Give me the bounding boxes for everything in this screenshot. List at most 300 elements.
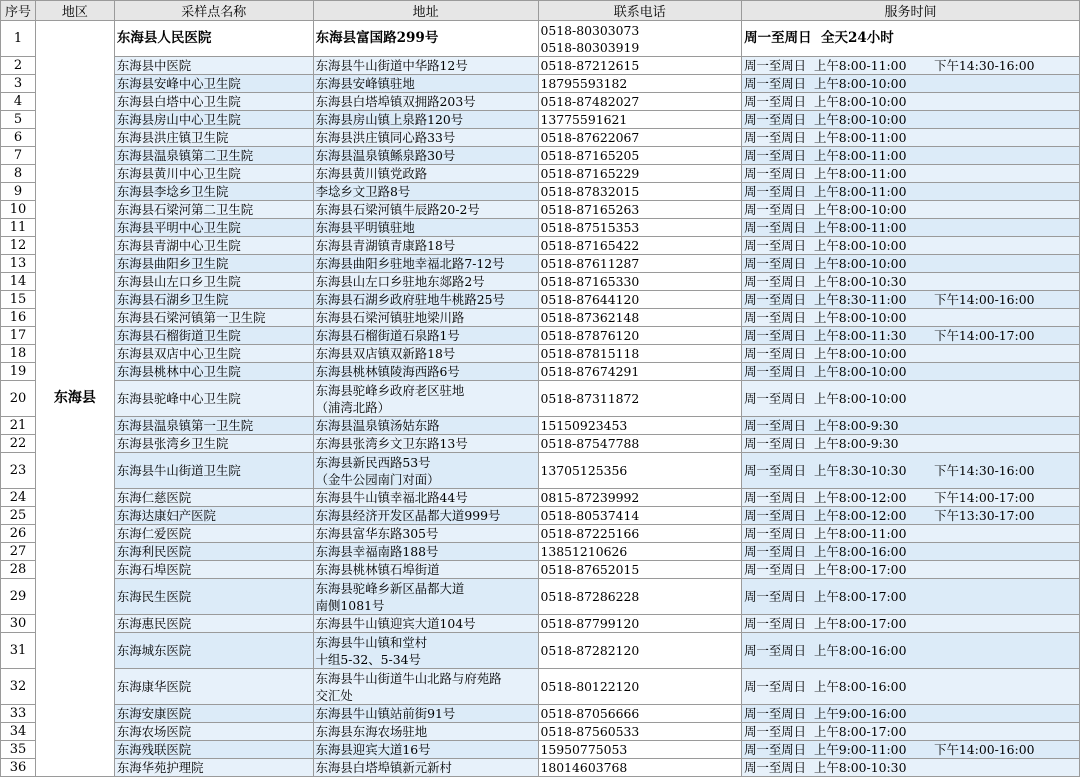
row-seq: 9: [1, 183, 36, 201]
row-address: [313, 561, 538, 579]
row-phone: [538, 93, 742, 111]
hours-morning: 上午8:00-9:30: [813, 436, 899, 451]
row-site-name: 东海民生医院: [114, 579, 313, 615]
row-hours: [742, 561, 1080, 579]
row-hours: [742, 741, 1080, 759]
row-address: [313, 57, 538, 75]
row-site-name: 东海康华医院: [114, 669, 313, 705]
phone-line: 0518-80303919: [540, 39, 640, 55]
row-hours: [742, 93, 1080, 111]
row-site-name: 东海县中医院: [114, 57, 313, 75]
table-row: [1, 309, 1080, 327]
row-seq: 8: [1, 165, 36, 183]
row-site-name: 东海县石湖乡卫生院: [114, 291, 313, 309]
row-hours: [742, 669, 1080, 705]
address-line: 十组5-32、5-34号: [315, 651, 421, 667]
row-site-name: 东海县李埝乡卫生院: [114, 183, 313, 201]
hours-morning: 上午9:00-16:00: [813, 706, 907, 721]
table-row: [1, 381, 1080, 417]
row-seq: 31: [1, 633, 36, 669]
row-address: [313, 525, 538, 543]
hours-days: 周一至周日: [744, 616, 807, 631]
row-site-name: 东海县桃林中心卫生院: [114, 363, 313, 381]
row-seq: 28: [1, 561, 36, 579]
row-address: [313, 741, 538, 759]
table-row: [1, 615, 1080, 633]
row-phone: [538, 183, 742, 201]
address-line: 东海县牛山镇幸福北路44号: [315, 490, 468, 505]
row-hours: [742, 435, 1080, 453]
hours-morning: 上午8:00-16:00: [813, 643, 907, 658]
row-seq: 27: [1, 543, 36, 561]
row-address: [313, 291, 538, 309]
phone-line: 0518-87311872: [540, 391, 640, 406]
row-site-name: 东海惠民医院: [114, 615, 313, 633]
hours-morning: 上午8:00-10:00: [813, 346, 907, 361]
address-line: （浦湾北路）: [315, 399, 390, 415]
header-address: 地址: [313, 1, 538, 21]
row-phone: [538, 129, 742, 147]
row-phone: [538, 633, 742, 669]
row-address: [313, 723, 538, 741]
hours-days: 周一至周日: [744, 292, 807, 307]
row-address: [313, 273, 538, 291]
row-address: [313, 633, 538, 669]
hours-days: 周一至周日: [744, 112, 807, 127]
row-site-name: 东海县黄川中心卫生院: [114, 165, 313, 183]
hours-days: 周一至周日: [744, 58, 807, 73]
phone-line: 0518-87547788: [540, 436, 640, 451]
row-phone: [538, 381, 742, 417]
row-hours: [742, 237, 1080, 255]
address-line: 东海县张湾乡文卫东路13号: [315, 436, 468, 451]
row-hours: [742, 183, 1080, 201]
hours-morning: 上午8:00-11:00: [813, 148, 907, 163]
row-hours: [742, 705, 1080, 723]
row-address: [313, 183, 538, 201]
hours-morning: 上午8:00-11:00: [813, 130, 907, 145]
address-line: 东海县洪庄镇同心路33号: [315, 130, 456, 145]
address-line: 东海县白塔埠镇新元新村: [315, 760, 452, 775]
address-line: 东海县温泉镇汤姑东路: [315, 418, 440, 433]
address-line: 东海县东海农场驻地: [315, 724, 428, 739]
hours-morning: 上午8:00-10:00: [813, 364, 907, 379]
row-site-name: 东海县青湖中心卫生院: [114, 237, 313, 255]
row-seq: 20: [1, 381, 36, 417]
row-address: [313, 543, 538, 561]
table-row: [1, 723, 1080, 741]
row-phone: [538, 309, 742, 327]
address-line: 东海县富华东路305号: [315, 526, 439, 541]
row-site-name: 东海县平明中心卫生院: [114, 219, 313, 237]
row-seq: 5: [1, 111, 36, 129]
hours-days: 周一至周日: [744, 391, 807, 406]
row-seq: 34: [1, 723, 36, 741]
hours-days: 周一至周日: [744, 274, 807, 289]
phone-line: 0518-87644120: [540, 292, 640, 307]
row-site-name: 东海城东医院: [114, 633, 313, 669]
row-seq: 13: [1, 255, 36, 273]
hours-days: 周一至周日: [744, 30, 812, 46]
hours-morning: 上午8:00-10:00: [813, 112, 907, 127]
hours-days: 周一至周日: [744, 238, 807, 253]
row-phone: [538, 579, 742, 615]
row-phone: [538, 327, 742, 345]
row-seq: 1: [1, 21, 36, 57]
row-address: [313, 381, 538, 417]
table-row: [1, 435, 1080, 453]
row-hours: [742, 57, 1080, 75]
hours-days: 周一至周日: [744, 94, 807, 109]
phone-line: 0518-87282120: [540, 643, 640, 658]
row-phone: [538, 507, 742, 525]
row-address: [313, 669, 538, 705]
hours-morning: 上午8:00-11:30: [813, 328, 907, 343]
address-line: 东海县安峰镇驻地: [315, 76, 415, 91]
hours-days: 周一至周日: [744, 148, 807, 163]
row-phone: [538, 615, 742, 633]
row-seq: 32: [1, 669, 36, 705]
hours-days: 周一至周日: [744, 679, 807, 694]
phone-line: 0518-87165330: [540, 274, 640, 289]
phone-line: 0518-87815118: [540, 346, 640, 361]
row-phone: [538, 21, 742, 57]
hours-morning: 上午8:00-17:00: [813, 562, 907, 577]
row-hours: [742, 525, 1080, 543]
row-phone: [538, 453, 742, 489]
hours-morning: 上午8:00-10:00: [813, 256, 907, 271]
address-line: 东海县新民西路53号: [315, 454, 431, 470]
row-hours: [742, 453, 1080, 489]
address-line: 东海县房山镇上泉路120号: [315, 112, 464, 127]
phone-line: 0518-87876120: [540, 328, 640, 343]
row-seq: 10: [1, 201, 36, 219]
hours-days: 周一至周日: [744, 643, 807, 658]
address-line: 东海县石梁河镇驻地梁川路: [315, 310, 465, 325]
row-hours: [742, 309, 1080, 327]
phone-line: 15150923453: [540, 418, 628, 433]
hours-days: 周一至周日: [744, 526, 807, 541]
row-site-name: 东海仁爱医院: [114, 525, 313, 543]
row-seq: 16: [1, 309, 36, 327]
table-row: [1, 363, 1080, 381]
hours-days: 周一至周日: [744, 742, 807, 757]
row-seq: 6: [1, 129, 36, 147]
row-seq: 25: [1, 507, 36, 525]
row-hours: [742, 327, 1080, 345]
row-phone: [538, 363, 742, 381]
hours-afternoon: 下午14:00-17:00: [934, 328, 1035, 343]
address-line: 东海县青湖镇青康路18号: [315, 238, 456, 253]
row-address: [313, 237, 538, 255]
row-seq: 15: [1, 291, 36, 309]
row-seq: 21: [1, 417, 36, 435]
row-address: [313, 345, 538, 363]
phone-line: 13775591621: [540, 112, 628, 127]
address-line: 东海县桃林镇石埠街道: [315, 562, 440, 577]
address-line: 东海县山左口乡驻地东郯路2号: [315, 274, 485, 289]
row-seq: 30: [1, 615, 36, 633]
row-hours: [742, 489, 1080, 507]
row-hours: [742, 723, 1080, 741]
phone-line: 0518-87362148: [540, 310, 640, 325]
address-line: 交汇处: [315, 687, 353, 703]
hours-morning: 上午8:00-11:00: [813, 166, 907, 181]
row-address: [313, 615, 538, 633]
phone-line: 18014603768: [540, 760, 628, 775]
row-seq: 7: [1, 147, 36, 165]
phone-line: 0518-87165205: [540, 148, 640, 163]
row-site-name: 东海县驼峰中心卫生院: [114, 381, 313, 417]
hours-afternoon: 下午14:00-17:00: [934, 490, 1035, 505]
table-row: [1, 507, 1080, 525]
hours-morning: 上午8:00-10:30: [813, 274, 907, 289]
row-site-name: 东海达康妇产医院: [114, 507, 313, 525]
address-line: 东海县桃林镇陵海西路6号: [315, 364, 460, 379]
row-phone: [538, 345, 742, 363]
row-seq: 22: [1, 435, 36, 453]
hours-days: 周一至周日: [744, 202, 807, 217]
table-row: [1, 129, 1080, 147]
hours-days: 周一至周日: [744, 76, 807, 91]
table-row: [1, 453, 1080, 489]
header-row: [1, 1, 1080, 21]
hours-morning: 上午8:00-12:00: [813, 490, 907, 505]
row-site-name: 东海县牛山街道卫生院: [114, 453, 313, 489]
row-phone: [538, 489, 742, 507]
phone-line: 0518-87515353: [540, 220, 640, 235]
row-hours: [742, 219, 1080, 237]
row-hours: [742, 129, 1080, 147]
phone-line: 0518-87165229: [540, 166, 640, 181]
hours-days: 周一至周日: [744, 418, 807, 433]
address-line: 东海县牛山镇迎宾大道104号: [315, 616, 476, 631]
row-site-name: 东海仁慈医院: [114, 489, 313, 507]
row-address: [313, 759, 538, 777]
row-hours: [742, 633, 1080, 669]
row-seq: 11: [1, 219, 36, 237]
row-phone: [538, 723, 742, 741]
row-site-name: 东海利民医院: [114, 543, 313, 561]
address-line: 东海县石湖乡政府驻地牛桃路25号: [315, 292, 505, 307]
hours-days: 周一至周日: [744, 184, 807, 199]
hours-morning: 上午8:00-11:00: [813, 526, 907, 541]
hours-morning: 上午9:00-11:00: [813, 742, 907, 757]
hours-morning: 上午8:00-10:00: [813, 391, 907, 406]
row-hours: [742, 75, 1080, 93]
table-row: [1, 21, 1080, 57]
row-seq: 23: [1, 453, 36, 489]
row-hours: [742, 615, 1080, 633]
row-phone: [538, 435, 742, 453]
row-address: [313, 435, 538, 453]
address-line: （金牛公园南门对面）: [315, 471, 440, 487]
row-address: [313, 129, 538, 147]
row-seq: 3: [1, 75, 36, 93]
row-address: [313, 309, 538, 327]
row-phone: [538, 111, 742, 129]
hours-days: 周一至周日: [744, 508, 807, 523]
row-site-name: 东海县白塔中心卫生院: [114, 93, 313, 111]
hours-morning: 上午8:30-10:30: [813, 463, 907, 478]
hours-days: 周一至周日: [744, 346, 807, 361]
hours-morning: 上午8:00-10:00: [813, 310, 907, 325]
hours-morning: 上午8:00-11:00: [813, 58, 907, 73]
row-address: [313, 489, 538, 507]
row-phone: [538, 75, 742, 93]
address-line: 东海县牛山镇站前街91号: [315, 706, 456, 721]
row-phone: [538, 561, 742, 579]
row-address: [313, 453, 538, 489]
row-address: [313, 255, 538, 273]
address-line: 东海县黄川镇党政路: [315, 166, 428, 181]
row-hours: [742, 201, 1080, 219]
address-line: 东海县双店镇双新路18号: [315, 346, 456, 361]
row-phone: [538, 741, 742, 759]
phone-line: 0518-87225166: [540, 526, 640, 541]
phone-line: 13705125356: [540, 463, 628, 478]
row-hours: [742, 579, 1080, 615]
row-site-name: 东海县双店中心卫生院: [114, 345, 313, 363]
address-line: 东海县幸福南路188号: [315, 544, 439, 559]
phone-line: 0518-87482027: [540, 94, 640, 109]
row-hours: [742, 255, 1080, 273]
row-phone: [538, 705, 742, 723]
header-seq: 序号: [1, 1, 36, 21]
hours-afternoon: 下午14:00-16:00: [934, 292, 1035, 307]
table-row: [1, 741, 1080, 759]
hours-afternoon: 下午14:00-16:00: [934, 742, 1035, 757]
row-address: [313, 111, 538, 129]
hours-days: 周一至周日: [744, 310, 807, 325]
hours-morning: 上午8:00-9:30: [813, 418, 899, 433]
row-site-name: 东海安康医院: [114, 705, 313, 723]
address-line: 李埝乡文卫路8号: [315, 184, 411, 199]
phone-line: 0518-87165422: [540, 238, 640, 253]
address-line: 东海县牛山街道中华路12号: [315, 58, 468, 73]
row-seq: 18: [1, 345, 36, 363]
row-address: [313, 363, 538, 381]
phone-line: 0518-87674291: [540, 364, 640, 379]
row-site-name: 东海残联医院: [114, 741, 313, 759]
row-hours: [742, 21, 1080, 57]
row-hours: [742, 165, 1080, 183]
phone-line: 15950775053: [540, 742, 628, 757]
table-row: [1, 291, 1080, 309]
phone-line: 0518-87286228: [540, 589, 640, 604]
address-line: 南侧1081号: [315, 597, 385, 613]
address-line: 东海县石梁河镇牛辰路20-2号: [315, 202, 480, 217]
phone-line: 0518-80303073: [540, 22, 640, 38]
phone-line: 0518-87056666: [540, 706, 640, 721]
row-address: [313, 507, 538, 525]
address-line: 东海县驼峰乡新区晶都大道: [315, 580, 465, 596]
phone-line: 18795593182: [540, 76, 628, 91]
row-site-name: 东海华苑护理院: [114, 759, 313, 777]
row-seq: 19: [1, 363, 36, 381]
table-row: [1, 489, 1080, 507]
row-site-name: 东海县石梁河第二卫生院: [114, 201, 313, 219]
hours-morning: 上午8:30-11:00: [813, 292, 907, 307]
hours-days: 周一至周日: [744, 328, 807, 343]
row-phone: [538, 759, 742, 777]
table-row: [1, 273, 1080, 291]
table-row: [1, 669, 1080, 705]
hours-days: 周一至周日: [744, 562, 807, 577]
hours-morning: 上午8:00-16:00: [813, 679, 907, 694]
row-phone: [538, 147, 742, 165]
row-phone: [538, 417, 742, 435]
row-site-name: 东海县山左口乡卫生院: [114, 273, 313, 291]
row-hours: [742, 507, 1080, 525]
table-row: [1, 345, 1080, 363]
row-hours: [742, 291, 1080, 309]
hours-morning: 上午8:00-17:00: [813, 724, 907, 739]
table-row: [1, 759, 1080, 777]
row-site-name: 东海县温泉镇第二卫生院: [114, 147, 313, 165]
table-row: [1, 633, 1080, 669]
hours-days: 周一至周日: [744, 544, 807, 559]
table-row: [1, 75, 1080, 93]
row-phone: [538, 273, 742, 291]
row-seq: 24: [1, 489, 36, 507]
hours-afternoon: 下午14:30-16:00: [934, 58, 1035, 73]
hours-morning: 上午8:00-12:00: [813, 508, 907, 523]
address-line: 东海县白塔埠镇双拥路203号: [315, 94, 476, 109]
table-row: [1, 561, 1080, 579]
phone-line: 0518-87652015: [540, 562, 640, 577]
row-hours: [742, 363, 1080, 381]
hours-days: 周一至周日: [744, 220, 807, 235]
hours-days: 周一至周日: [744, 436, 807, 451]
phone-line: 0518-87622067: [540, 130, 640, 145]
table-row: [1, 255, 1080, 273]
row-hours: [742, 147, 1080, 165]
row-address: [313, 705, 538, 723]
row-phone: [538, 291, 742, 309]
phone-line: 0518-87212615: [540, 58, 640, 73]
row-seq: 2: [1, 57, 36, 75]
row-site-name: 东海县张湾乡卫生院: [114, 435, 313, 453]
row-seq: 14: [1, 273, 36, 291]
row-hours: [742, 273, 1080, 291]
row-seq: 36: [1, 759, 36, 777]
phone-line: 0518-80537414: [540, 508, 640, 523]
row-address: [313, 201, 538, 219]
hours-morning: 上午8:00-16:00: [813, 544, 907, 559]
row-seq: 35: [1, 741, 36, 759]
row-seq: 29: [1, 579, 36, 615]
row-site-name: 东海县石梁河镇第一卫生院: [114, 309, 313, 327]
table-row: [1, 147, 1080, 165]
row-site-name: 东海县安峰中心卫生院: [114, 75, 313, 93]
row-seq: 26: [1, 525, 36, 543]
table-row: [1, 165, 1080, 183]
address-line: 东海县牛山街道牛山北路与府苑路: [315, 670, 502, 686]
row-phone: [538, 543, 742, 561]
hours-days: 周一至周日: [744, 364, 807, 379]
row-address: [313, 165, 538, 183]
address-line: 东海县富国路299号: [315, 30, 439, 46]
hours-days: 周一至周日: [744, 724, 807, 739]
row-site-name: 东海县洪庄镇卫生院: [114, 129, 313, 147]
row-site-name: 东海县人民医院: [114, 21, 313, 57]
phone-line: 0518-87832015: [540, 184, 640, 199]
hours-morning: 上午8:00-17:00: [813, 589, 907, 604]
table-row: [1, 183, 1080, 201]
row-site-name: 东海县温泉镇第一卫生院: [114, 417, 313, 435]
row-phone: [538, 57, 742, 75]
